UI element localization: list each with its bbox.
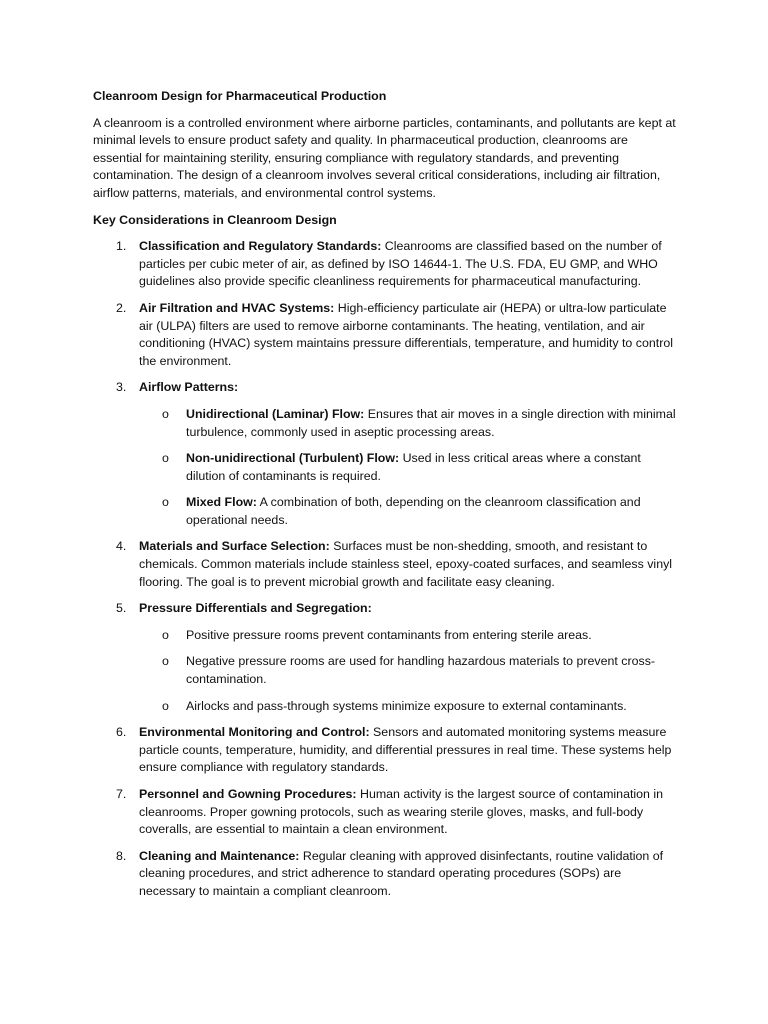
sub-list-item-term: Mixed Flow:	[186, 495, 257, 510]
list-item-number: 6.	[116, 725, 127, 740]
list-item	[93, 300, 678, 370]
sub-list-item	[139, 653, 678, 688]
sub-list-item	[139, 627, 678, 645]
list-item-number: 5.	[116, 601, 127, 616]
list-item-term: Pressure Differentials and Segregation:	[139, 601, 372, 616]
hollow-bullet-icon: o	[162, 627, 169, 642]
list-item-text: Sensors and automated monitoring systems measure particle counts, temperature, humidity, and differential pressures in real time. These systems help ensure compliance with regulatory standards.	[139, 725, 672, 775]
list-item	[93, 538, 678, 591]
hollow-bullet-icon: o	[162, 406, 169, 421]
sub-list	[139, 627, 678, 715]
intro-paragraph: A cleanroom is a controlled environment where airborne particles, contaminants, and pollutants are kept at minimal levels to ensure product safety and quality. In pharmaceutical production, cleanrooms are essential for maintaining sterility, ensuring compliance with regulatory standards, and preventing contamination. The design of a cleanroom involves several critical considerations, including air filtration, airflow patterns, materials, and environmental control systems.	[93, 115, 676, 200]
sub-list-item-term: Non-unidirectional (Turbulent) Flow:	[186, 451, 400, 466]
list-item-number: 2.	[116, 300, 127, 315]
list-item-text: Cleanrooms are classified based on the number of particles per cubic meter of air, as defined by ISO 14644-1. The U.S. FDA, EU GMP, and WHO guidelines also provide specific cleanliness requirements for pharmaceutical manufacturing.	[139, 239, 662, 289]
list-item-text: Regular cleaning with approved disinfectants, routine validation of cleaning procedures, and strict adherence to standard operating procedures (SOPs) are necessary to maintain a compliant cleanroom.	[139, 848, 664, 898]
sub-list-item-text: Airlocks and pass-through systems minimize exposure to external contaminants.	[186, 698, 627, 713]
list-item-term: Cleaning and Maintenance:	[139, 848, 300, 863]
list-item-number: 7.	[116, 787, 127, 801]
sub-list-item-text: Positive pressure rooms prevent contaminants from entering sterile areas.	[186, 627, 592, 642]
hollow-bullet-icon: o	[162, 698, 169, 713]
list-item-text: Surfaces must be non-shedding, smooth, and resistant to chemicals. Common materials include stainless steel, epoxy-coated surfaces, and seamless vinyl flooring. The goal is to prevent microbial growth and facilitate easy cleaning.	[139, 539, 673, 589]
hollow-bullet-icon: o	[162, 495, 169, 510]
list-item	[93, 379, 678, 529]
section-heading: Key Considerations in Cleanroom Design	[93, 212, 337, 227]
list-item-term: Classification and Regulatory Standards:	[139, 239, 382, 254]
sub-list-item	[139, 450, 678, 485]
list-item	[93, 786, 678, 839]
sub-list-item	[139, 698, 678, 716]
list-item	[93, 848, 678, 901]
list-item-term: Materials and Surface Selection:	[139, 539, 330, 554]
sub-list-item-text: Used in less critical areas where a constant dilution of contaminants is required.	[186, 451, 641, 483]
list-item-term: Air Filtration and HVAC Systems:	[139, 300, 335, 315]
list-item-text: High-efficiency particulate air (HEPA) or ultra-low particulate air (ULPA) filters are used to remove airborne contaminants. The heating, ventilation, and air conditioning (HVAC) system maintains pressure differentials, temperature, and humidity to control the environment.	[139, 300, 673, 368]
sub-list-item	[139, 406, 678, 441]
list-item	[93, 724, 678, 777]
list-item-number: 3.	[116, 380, 127, 395]
hollow-bullet-icon: o	[162, 654, 169, 669]
document-title: Cleanroom Design for Pharmaceutical Production	[93, 89, 387, 103]
list-item-number: 4.	[116, 539, 127, 554]
list-item-number: 8.	[116, 848, 127, 863]
sub-list-item-term: Unidirectional (Laminar) Flow:	[186, 406, 365, 421]
list-item	[93, 600, 678, 715]
document-page	[93, 88, 678, 910]
sub-list-item-text: Ensures that air moves in a single direction with minimal turbulence, commonly used in aseptic processing areas.	[186, 406, 676, 439]
sub-list	[139, 406, 678, 530]
list-item-term: Airflow Patterns:	[139, 380, 239, 395]
list-item-term: Personnel and Gowning Procedures:	[139, 787, 357, 801]
list-item-text: Human activity is the largest source of contamination in cleanrooms. Proper gowning protocols, such as wearing sterile gloves, masks, and full-body coveralls, are essential to maintain a clean environment.	[139, 787, 664, 837]
list-item-term: Environmental Monitoring and Control:	[139, 725, 370, 740]
considerations-list	[93, 238, 678, 900]
list-item-number: 1.	[116, 239, 127, 254]
hollow-bullet-icon: o	[162, 451, 169, 466]
sub-list-item-text: A combination of both, depending on the cleanroom classification and operational needs.	[186, 495, 641, 527]
sub-list-item-text: Negative pressure rooms are used for handling hazardous materials to prevent cross-contamination.	[186, 654, 656, 687]
sub-list-item	[139, 494, 678, 529]
list-item	[93, 238, 678, 291]
